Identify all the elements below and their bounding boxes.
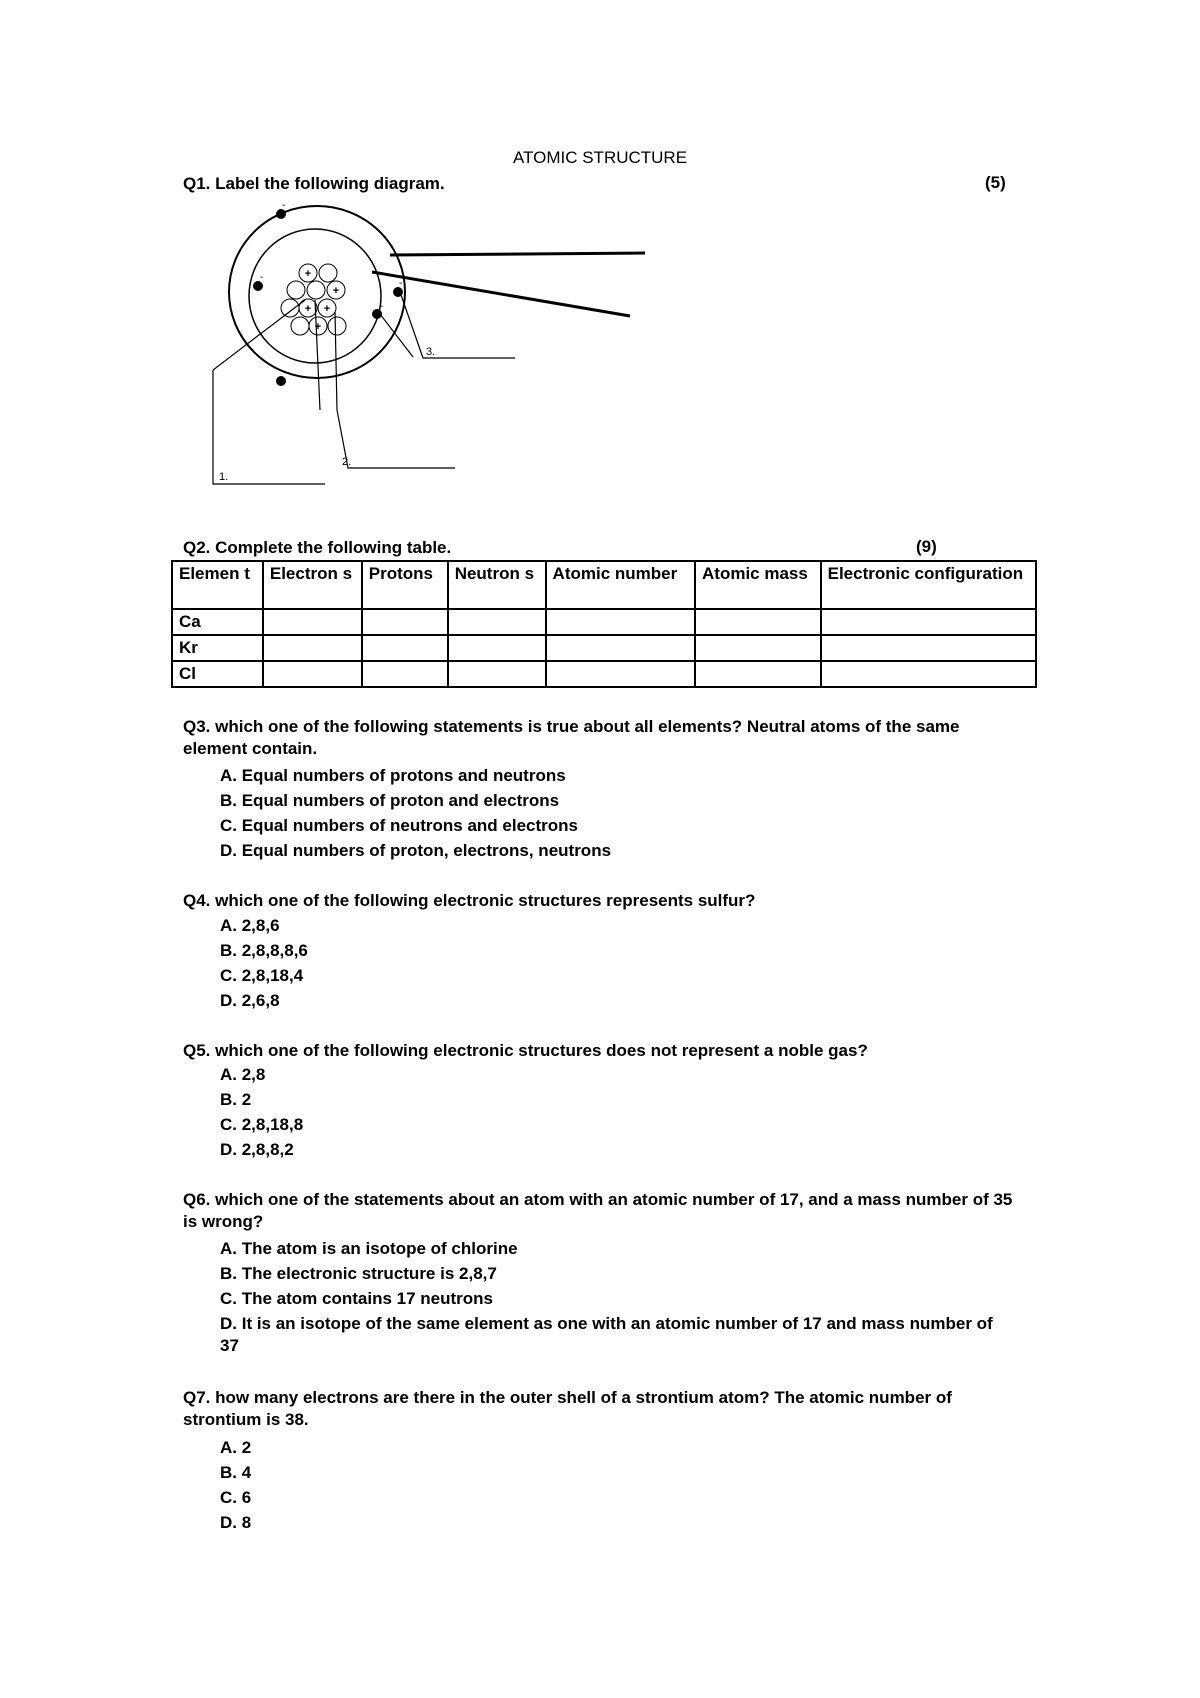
q7-option-c[interactable]: C. 6 — [220, 1488, 252, 1507]
header-cell: Atomic number — [546, 561, 695, 609]
q5-option-b[interactable]: B. 2 — [220, 1090, 252, 1109]
answer-cell[interactable] — [546, 635, 695, 661]
proton-charge: + — [332, 285, 340, 297]
q1-marks: (5) — [985, 173, 1006, 192]
element-cell: Kr — [172, 635, 263, 661]
header-cell: Atomic mass — [695, 561, 821, 609]
answer-cell[interactable] — [448, 661, 546, 687]
element-cell: Cl — [172, 661, 263, 687]
answer-cell[interactable] — [821, 661, 1036, 687]
q3-option-d[interactable]: D. Equal numbers of proton, electrons, neutrons — [220, 841, 612, 860]
answer-cell[interactable] — [546, 609, 695, 635]
label-3: 3. — [426, 346, 436, 358]
q4-option-d[interactable]: D. 2,6,8 — [220, 991, 280, 1010]
q2-marks: (9) — [916, 537, 937, 556]
proton-charge: + — [304, 303, 312, 315]
answer-cell[interactable] — [821, 635, 1036, 661]
q4-option-a[interactable]: A. 2,8,6 — [220, 916, 280, 935]
nucleus — [281, 264, 346, 335]
q4-option-b[interactable]: B. 2,8,8,8,6 — [220, 941, 308, 960]
q3-option-c[interactable]: C. Equal numbers of neutrons and electrons — [220, 816, 578, 835]
q3-option-b[interactable]: B. Equal numbers of proton and electrons — [220, 791, 560, 810]
q7-option-d[interactable]: D. 8 — [220, 1513, 252, 1532]
answer-cell[interactable] — [362, 661, 448, 687]
answer-cell[interactable] — [362, 635, 448, 661]
q5-option-d[interactable]: D. 2,8,8,2 — [220, 1140, 294, 1159]
header-cell: Electronic configuration — [821, 561, 1036, 609]
q2-text: Q2. Complete the following table. — [183, 538, 452, 557]
element-table — [171, 560, 1037, 688]
answer-cell[interactable] — [695, 609, 821, 635]
proton-charge: + — [323, 303, 331, 315]
answer-cell[interactable] — [263, 609, 362, 635]
answer-cell[interactable] — [263, 661, 362, 687]
table-row — [172, 635, 1036, 661]
table-header-row — [172, 561, 1036, 609]
answer-cell[interactable] — [448, 609, 546, 635]
q7-option-a[interactable]: A. 2 — [220, 1438, 252, 1457]
q3-option-a[interactable]: A. Equal numbers of protons and neutrons — [220, 766, 566, 785]
q4-option-c[interactable]: C. 2,8,18,4 — [220, 966, 304, 985]
table-row — [172, 661, 1036, 687]
answer-cell[interactable] — [263, 635, 362, 661]
answer-cell[interactable] — [695, 635, 821, 661]
q6-text: Q6. which one of the statements about an atom with an atomic number of 17, and a mass number of 35 is wrong? — [183, 1190, 1013, 1231]
answer-cell[interactable] — [448, 635, 546, 661]
q5-option-a[interactable]: A. 2,8 — [220, 1065, 266, 1084]
q7-text: Q7. how many electrons are there in the outer shell of a strontium atom? The atomic number of strontium is 38. — [183, 1388, 952, 1429]
atom-diagram — [205, 200, 665, 490]
header-cell: Electron s — [263, 561, 362, 609]
q6-option-c[interactable]: C. The atom contains 17 neutrons — [220, 1289, 493, 1308]
q6-option-d[interactable]: D. It is an isotope of the same element as one with an atomic number of 17 and mass number of 37 — [220, 1314, 993, 1355]
q6-option-b[interactable]: B. The electronic structure is 2,8,7 — [220, 1264, 497, 1283]
page-title: ATOMIC STRUCTURE — [512, 148, 688, 167]
q1-text: Q1. Label the following diagram. — [183, 174, 445, 193]
element-cell: Ca — [172, 609, 263, 635]
proton-charge: + — [304, 268, 312, 280]
electron-charge: - — [283, 367, 287, 378]
electron-charge: - — [399, 278, 403, 289]
table-row — [172, 609, 1036, 635]
answer-cell[interactable] — [546, 661, 695, 687]
header-cell: Protons — [362, 561, 448, 609]
q7-option-b[interactable]: B. 4 — [220, 1463, 252, 1482]
electron-charge: - — [260, 272, 264, 283]
electron-charge: - — [282, 200, 286, 211]
q5-text: Q5. which one of the following electronic structures does not represent a noble gas? — [183, 1041, 868, 1060]
answer-cell[interactable] — [695, 661, 821, 687]
answer-cell[interactable] — [362, 609, 448, 635]
label-2: 2. — [342, 456, 352, 468]
q5-option-c[interactable]: C. 2,8,18,8 — [220, 1115, 304, 1134]
header-cell: Neutron s — [448, 561, 546, 609]
label-1: 1. — [219, 471, 229, 483]
q6-option-a[interactable]: A. The atom is an isotope of chlorine — [220, 1239, 518, 1258]
answer-cell[interactable] — [821, 609, 1036, 635]
proton-charge: + — [314, 321, 322, 333]
header-cell: Elemen t — [172, 561, 263, 609]
q3-text: Q3. which one of the following statements is true about all elements? Neutral atoms of the same element contain. — [183, 717, 960, 758]
electron-charge: - — [380, 301, 384, 312]
q4-text: Q4. which one of the following electronic structures represents sulfur? — [183, 891, 756, 910]
